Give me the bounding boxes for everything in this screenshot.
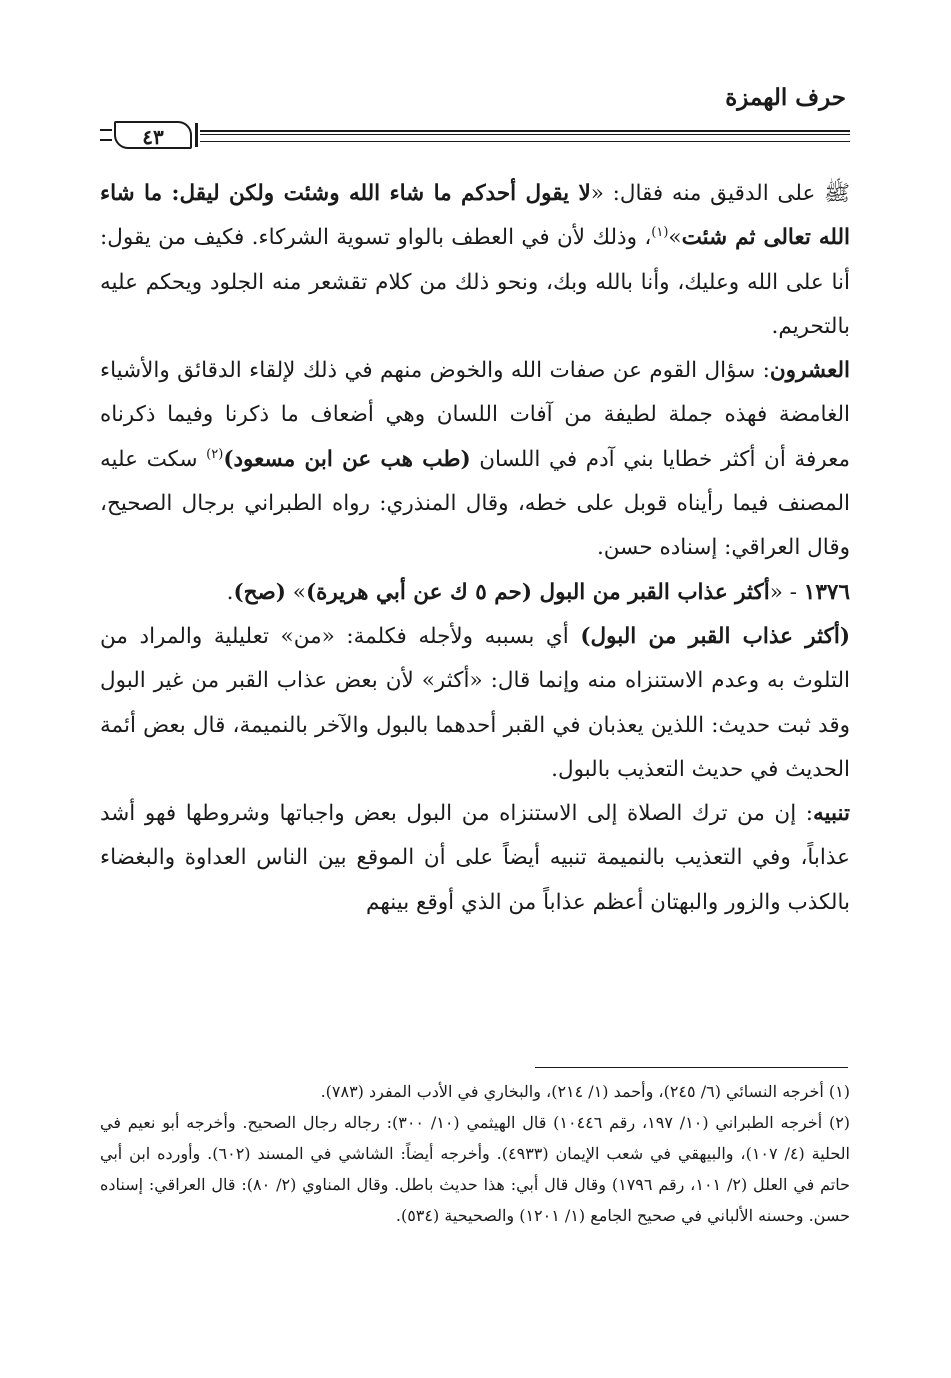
footnote-separator — [535, 1067, 848, 1068]
paragraph-5 — [100, 792, 850, 925]
text-run: سكت عليه المصنف فيما رأيناه قوبل على خطه، وقال المنذري: رواه الطبراني برجال الصحيح، وقال العراقي: إسناده حسن. — [100, 446, 850, 561]
footnotes — [100, 1076, 850, 1231]
header-rule — [100, 121, 850, 149]
text-run: » — [285, 579, 306, 605]
rule-lines — [200, 130, 850, 142]
footnote-ref-1[interactable]: (١) — [651, 225, 669, 241]
footnote-2: (٢) أخرجه الطبراني (١٠/ ١٩٧، رقم ١٠٤٤٦) قال الهيثمي (١٠/ ٣٠٠): رجاله رجال الصحيح. وأخرجه أبو نعيم في الحلية (٤/ ١٠٧)، والبيهقي في شعب الإيمان (٤٩٣٣). وأخرجه أيضاً: الشاشي في المسند (٦٠٢). وأورده ابن أبي حاتم في العلل (٢/ ١٠١، رقم ١٧٩٦) وقال قال أبي: هذا حديث باطل. وقال المناوي (٢/ ٨٠): قال العراقي: إسناده حسن. وحسنه الألباني في صحيح الجامع (١/ ١٢٠١) والصحيحية (٥٣٤). — [100, 1113, 851, 1225]
text-run: . — [226, 579, 234, 605]
paragraph-1 — [100, 172, 850, 349]
text-run: - « — [769, 579, 804, 605]
text-run: : إن من ترك الصلاة إلى الاستنزاه من البول بعض واجباتها وشروطها فهو أشد عذاباً، وفي التعذيب بالنميمة تنبيه أيضاً على أن الموقع بين الناس العداوة والبغضاء بالكذب والزور والبهتان أعظم عذاباً من الذي أوقع بينهم — [100, 801, 850, 915]
footnote-1: (١) أخرجه النسائي (٦/ ٢٤٥)، وأحمد (١/ ٢١٤)، والبخاري في الأدب المفرد (٧٨٣). — [320, 1082, 850, 1101]
paragraph-2 — [100, 349, 850, 570]
text-run: ﷺ على الدقيق منه فقال: « — [590, 181, 850, 206]
text-run: ، وذلك لأن في العطف بالواو تسوية الشركاء. فكيف من يقول: أنا على الله وعليك، وأنا بالله وبك، ونحو ذلك من كلام تقشعر منه الجلود ويحكم عليه بالتحريم. — [100, 225, 850, 339]
source-citation: (طب هب عن ابن مسعود) — [223, 446, 471, 472]
running-title: حرف الهمزة — [725, 84, 846, 111]
paragraph-4 — [100, 615, 850, 792]
commentary-lemma: (أكثر عذاب القبر من البول) — [580, 623, 851, 649]
main-text — [100, 172, 850, 925]
hadith-number: ١٣٧٦ — [803, 579, 850, 605]
text-run: أي بسببه ولأجله فكلمة: «من» تعليلية والمراد من التلوث به وعدم الاستنزاه منه وإنما قال: «أكثر» لأن بعض عذاب القبر من غير البول وقد ثبت حديث: اللذين يعذبان في القبر أحدهما بالبول والآخر بالنميمة، قال بعض أئمة الحديث في حديث التعذيب بالبول. — [100, 623, 850, 782]
text-run: » — [668, 225, 682, 251]
paragraph-3 — [100, 571, 850, 615]
page-number: ٤٣ — [114, 121, 192, 149]
footnote-ref-2[interactable]: (٢) — [206, 446, 224, 462]
grade-mark: (صح) — [233, 579, 286, 605]
hadith-quote: لا يقول أحدكم ما شاء الله وشئت ولكن ليقل: ما شاء الله تعالى ثم شئت — [100, 181, 850, 251]
rule-end-mark — [100, 129, 112, 141]
note-label: تنبيه — [813, 801, 850, 827]
hadith-text: أكثر عذاب القبر من البول (حم ٥ ك عن أبي هريرة) — [305, 579, 770, 605]
section-label: العشرون — [769, 358, 850, 384]
text-run: : سؤال القوم عن صفات الله والخوض منهم في ذلك لإلقاء الدقائق والأشياء الغامضة فهذه جملة لطيفة من آفات اللسان وهي أضعاف ما ذكرنا وفيما ذكرناه معرفة أن أكثر خطايا بني آدم في اللسان — [100, 358, 850, 472]
